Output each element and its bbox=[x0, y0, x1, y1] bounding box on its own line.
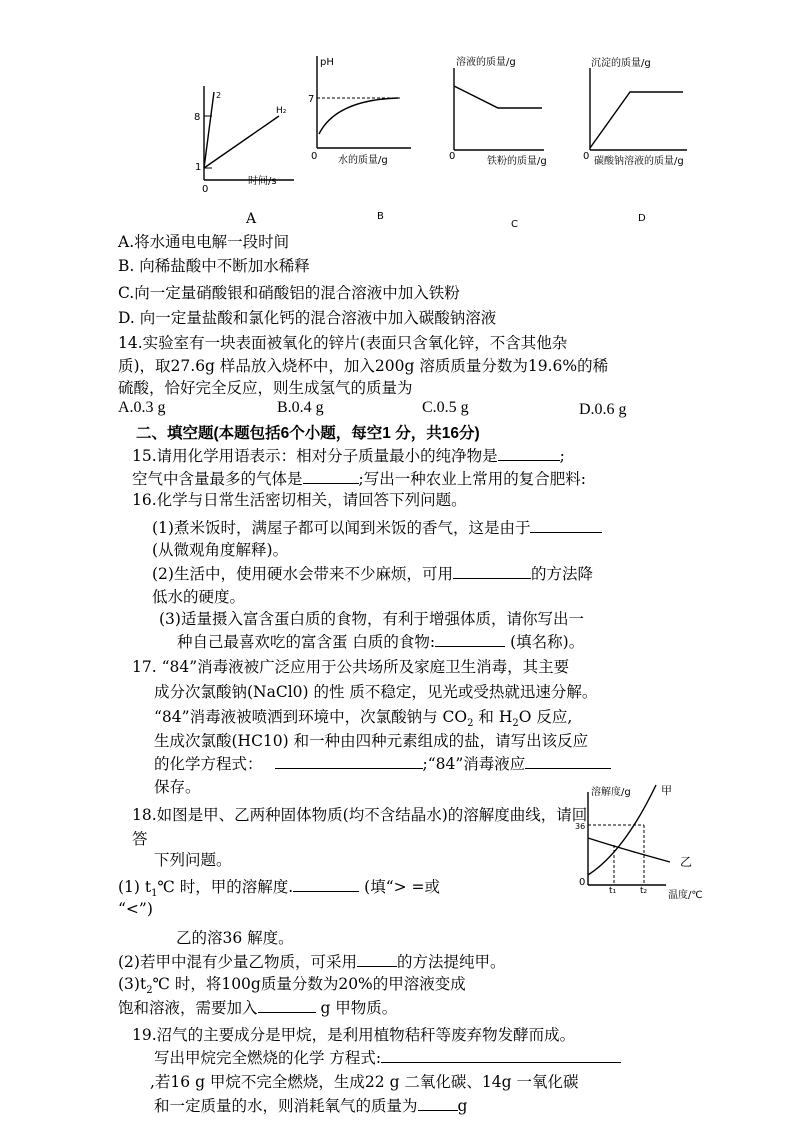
q18-p3-end: g 甲物质。 bbox=[320, 999, 398, 1017]
q13-option-a: A.将水通电电解一段时间 bbox=[118, 233, 290, 251]
sol-t2: t₂ bbox=[640, 886, 648, 896]
q14-option-c: C.0.5 g bbox=[422, 399, 469, 416]
q17-line3-a: “84”消毒液被喷洒到环境中，次氯酸钠与 CO bbox=[154, 708, 468, 726]
q15-text3: ;写出一种农业上常用的复合肥料: bbox=[358, 470, 586, 488]
q16-p2-line2: 低水的硬度。 bbox=[152, 588, 246, 606]
q16-p3-line1: (3)适量摄入富含蛋白质的食物，有利于增强体质，请你写出一 bbox=[159, 610, 584, 628]
q17-line2: 成分次氯酸钠(NaCl0) 的性 质不稳定，见光或受热就迅速分解。 bbox=[154, 683, 598, 701]
q18-blank3[interactable] bbox=[258, 998, 316, 1013]
graph-d-origin: 0 bbox=[583, 151, 590, 162]
q15-text1: 15.请用化学用语表示：相对分子质量最小的纯净物是 bbox=[132, 447, 498, 465]
graph-a-h2-line bbox=[204, 116, 279, 168]
q14-line1: 14.实验室有一块表面被氧化的锌片(表面只含氧化锌，不含其他杂 bbox=[118, 334, 568, 352]
graph-c-ylabel: 溶液的质量/g bbox=[456, 57, 516, 68]
sol-ylabel: 溶解度/g bbox=[591, 787, 631, 798]
q18-p1-c: (填“> =或 bbox=[364, 878, 441, 896]
sol-origin: 0 bbox=[579, 877, 586, 888]
q17-line4: 生成次氯酸(HC10) 和一种由四种元素组成的盐，请写出该反应 bbox=[154, 732, 589, 750]
q13-option-d: D. 向一定量盐酸和氯化钙的混合溶液中加入碳酸钠溶液 bbox=[118, 309, 497, 327]
q18-p1-sub: 1 bbox=[151, 888, 158, 900]
q19-blank2[interactable] bbox=[418, 1096, 458, 1111]
q15-blank2[interactable] bbox=[303, 469, 359, 484]
q18-p3-line2 bbox=[118, 998, 397, 1018]
q18-p1-b: ℃ 时，甲的溶解度. bbox=[157, 878, 294, 896]
q19-line1: 19.沼气的主要成分是甲烷，是利用植物秸秆等废弃物发酵而成。 bbox=[132, 1026, 576, 1044]
graph-a-xlabel: 时间/s bbox=[248, 176, 277, 187]
q16-blank2[interactable] bbox=[453, 564, 531, 579]
q14-line2: 质)，取27.6g 样品放入烧杯中，加入200g 溶质质量分数为19.6%的稀 bbox=[118, 357, 609, 375]
q18-p1-line1 bbox=[118, 877, 440, 904]
graph-a-y1: 1 bbox=[195, 162, 202, 173]
q16-intro: 16.化学与日常生活密切相关，请回答下列问题。 bbox=[132, 491, 467, 509]
sol-xlabel: 温度/℃ bbox=[668, 890, 703, 901]
q16-p1-line2: (从微观角度解释)。 bbox=[152, 541, 289, 559]
q16-p2-line1 bbox=[152, 564, 593, 584]
q17-line5 bbox=[154, 754, 611, 774]
q18-p3-a: (3)t bbox=[118, 975, 147, 993]
graph-a-o2-line bbox=[204, 92, 214, 168]
graph-a-origin: 0 bbox=[202, 184, 209, 192]
q15-line1 bbox=[132, 446, 565, 466]
graph-b bbox=[306, 52, 416, 152]
graph-c-origin: 0 bbox=[449, 151, 456, 162]
q14-line3: 硫酸，恰好完全反应，则生成氢气的质量为 bbox=[118, 379, 413, 397]
q14-option-a: A.0.3 g bbox=[118, 399, 166, 416]
q17-blank1[interactable] bbox=[275, 754, 423, 769]
q17-blank2[interactable] bbox=[525, 754, 611, 769]
graph-c-xlabel: 铁粉的质量/g bbox=[487, 156, 547, 167]
q17-sub-b: 2 bbox=[512, 718, 519, 730]
q18-blank1[interactable] bbox=[293, 877, 359, 892]
q16-blank1[interactable] bbox=[530, 518, 602, 533]
graph-b-curve bbox=[319, 98, 398, 134]
graph-b-origin: 0 bbox=[311, 151, 318, 162]
q16-p1-line1 bbox=[152, 518, 602, 538]
q17-line3-b: 和 H bbox=[478, 708, 513, 726]
graph-a-series: H₂ bbox=[276, 106, 287, 116]
graph-d bbox=[585, 66, 691, 154]
sol-t1: t₁ bbox=[609, 886, 617, 896]
graph-c-line bbox=[454, 86, 542, 108]
q14-option-b: B.0.4 g bbox=[277, 399, 324, 416]
q19-line2 bbox=[154, 1048, 621, 1068]
q18-p2-text: (2)若甲中混有少量乙物质，可采用 bbox=[118, 953, 357, 971]
graph-b-xlabel: 水的质量/g bbox=[338, 155, 388, 166]
q17-line5-a: 的化学方程式： bbox=[154, 755, 263, 773]
graph-b-ref: 7 bbox=[308, 94, 315, 105]
q17-line3-c: O 反应, bbox=[518, 708, 573, 726]
q13-option-b: B. 向稀盐酸中不断加水稀释 bbox=[118, 257, 310, 275]
q16-p2-end: 的方法降 bbox=[530, 565, 593, 583]
q15-text2: 空气中含量最多的气体是 bbox=[132, 470, 303, 488]
q16-p1-text: (1)煮米饭时，满屋子都可以闻到米饭的香气，这是由于 bbox=[152, 519, 531, 537]
q14-option-d: D.0.6 g bbox=[579, 401, 627, 418]
q18-line2: 答 bbox=[132, 830, 148, 848]
q17-line6: 保存。 bbox=[154, 778, 201, 796]
q18-p2-end: 的方法提纯甲。 bbox=[396, 953, 506, 971]
q18-p3-b: ℃ 时，将100g质量分数为20%的甲溶液变成 bbox=[152, 975, 466, 993]
q16-p3-line2 bbox=[177, 632, 584, 652]
graph-d-ylabel: 沉淀的质量/g bbox=[591, 58, 651, 69]
q19-line4-text: 和一定质量的水，则消耗氧气的质量为 bbox=[154, 1097, 418, 1115]
q18-line1: 18.如图是甲、乙两种固体物质(均不含结晶水)的溶解度曲线，请回 bbox=[132, 806, 588, 824]
q17-line5-b: ;“84”消毒液应 bbox=[422, 755, 526, 773]
graph-d-caption: D bbox=[638, 213, 646, 224]
sol-curve-jia bbox=[588, 785, 656, 875]
q15-semicolon: ; bbox=[559, 447, 565, 465]
graph-c bbox=[448, 66, 548, 154]
q13-option-c: C.向一定量硝酸银和硝酸铝的混合溶液中加入铁粉 bbox=[118, 284, 460, 302]
graph-c-caption: C bbox=[511, 219, 518, 230]
graph-b-ylabel: pH bbox=[320, 57, 334, 68]
q19-line4 bbox=[154, 1096, 467, 1116]
q18-p1-a: (1) t bbox=[118, 878, 152, 896]
q15-blank1[interactable] bbox=[498, 446, 560, 461]
q17-line1: 17. “84”消毒液被广泛应用于公共场所及家庭卫生消毒，其主要 bbox=[132, 658, 570, 676]
q19-line2-text: 写出甲烷完全燃烧的化学 方程式: bbox=[154, 1049, 382, 1067]
q18-p3-c: 饱和溶液，需要加入 bbox=[118, 999, 258, 1017]
q18-p1-line2: “<”) bbox=[118, 900, 153, 918]
solubility-graph bbox=[574, 782, 704, 902]
q19-blank1[interactable] bbox=[381, 1048, 621, 1063]
q16-p3-end: (填名称)。 bbox=[510, 633, 585, 651]
sol-curve-yi bbox=[588, 838, 670, 862]
q18-p2 bbox=[118, 952, 505, 972]
graph-b-caption: B bbox=[377, 211, 384, 222]
graph-d-xlabel: 碳酸钠溶液的质量/g bbox=[594, 156, 684, 167]
graph-a-caption: A bbox=[246, 211, 257, 227]
q18-p3-sub: 2 bbox=[146, 985, 153, 997]
section-title: 二、填空题(本题包括6个小题，每空1 分，共16分) bbox=[136, 425, 480, 442]
q18-p1-line3: 乙的溶36 解度。 bbox=[176, 929, 294, 947]
graph-a-peak: 2 bbox=[216, 91, 222, 100]
q19-line4-end: g bbox=[457, 1097, 468, 1115]
sol-series-jia: 甲 bbox=[661, 784, 672, 797]
graph-a-y8: 8 bbox=[194, 112, 201, 123]
q18-blank2[interactable] bbox=[357, 952, 397, 967]
q17-sub-a: 2 bbox=[467, 718, 474, 730]
q16-p2-text: (2)生活中，使用硬水会带来不少麻烦，可用 bbox=[152, 565, 453, 583]
q19-line3: ,若16 g 甲烷不完全燃烧，生成22 g 二氧化碳、14g 一氧化碳 bbox=[150, 1073, 579, 1091]
q18-line3: 下列问题。 bbox=[154, 851, 232, 869]
sol-ref: 36 bbox=[575, 822, 586, 831]
graph-d-line bbox=[590, 92, 683, 148]
sol-series-yi: 乙 bbox=[680, 855, 693, 869]
q15-line2 bbox=[132, 469, 586, 489]
q16-blank3[interactable] bbox=[435, 632, 505, 647]
q16-p3-text: 种自己最喜欢吃的富含蛋 白质的食物: bbox=[177, 633, 436, 651]
